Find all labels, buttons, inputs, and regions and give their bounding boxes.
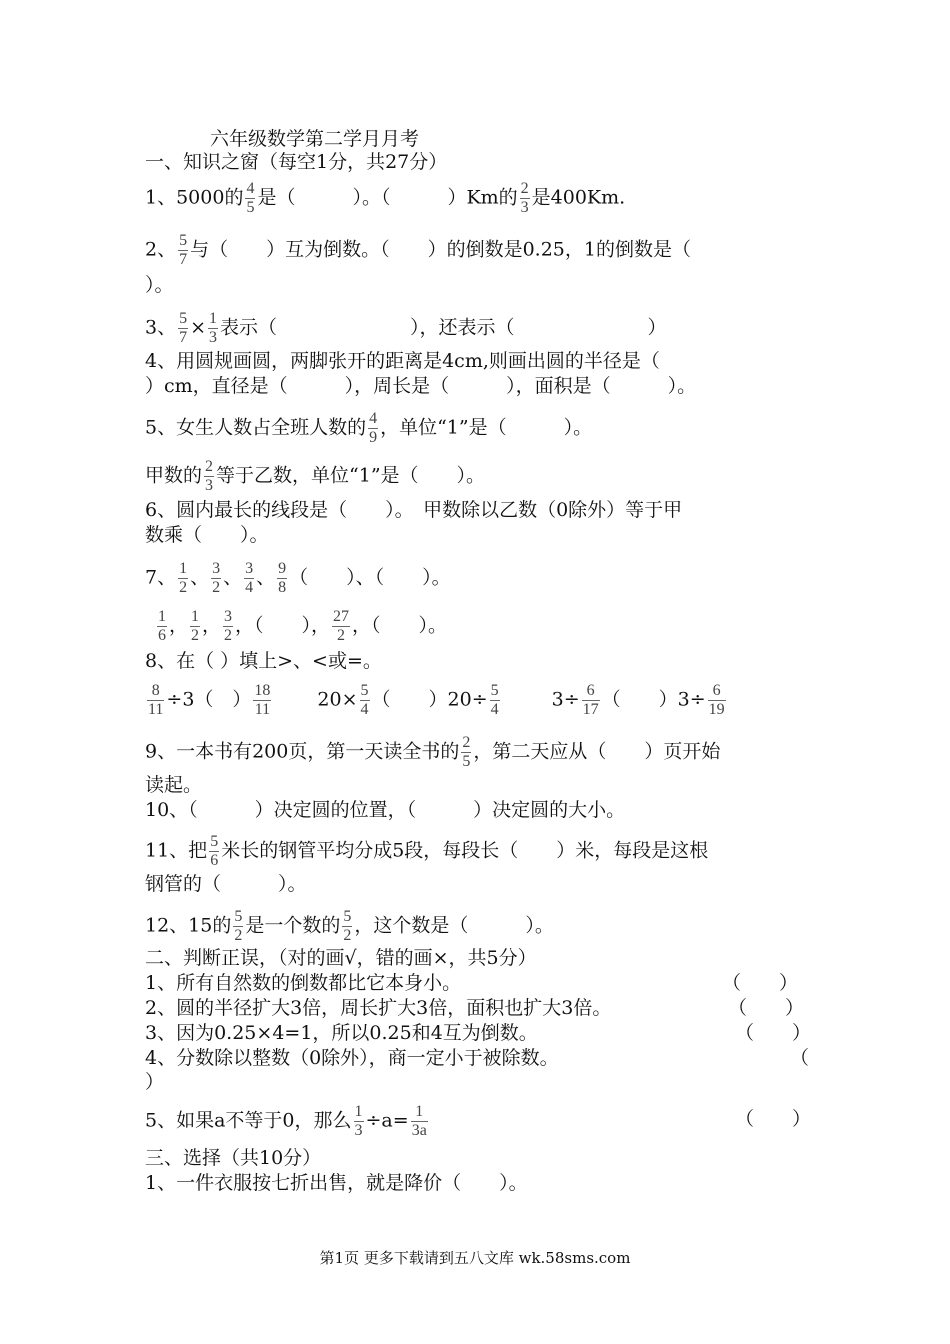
judge-item-4: 4、分数除以整数（0除外），商一定小于被除数。 xyxy=(145,1047,559,1069)
fraction: $\frac{9}{8}$ xyxy=(278,560,287,596)
judge-answer-4-open[interactable]: （ xyxy=(790,1047,810,1069)
fraction: $\frac{18}{11}$ xyxy=(254,682,271,718)
question-9: 9、一本书有200页，第一天读全书的 $\frac{2}{5}$ ，第二天应从（ ）页开始 xyxy=(145,734,721,770)
fraction: $\frac{2}{3}$ xyxy=(520,180,529,216)
fraction: $\frac{5}{4}$ xyxy=(360,682,369,718)
fraction: $\frac{5}{2}$ xyxy=(343,908,352,944)
judge-answer-2[interactable]: （ ） xyxy=(728,997,805,1019)
fraction: $\frac{1}{2}$ xyxy=(179,560,188,596)
section-3-heading: 三、选择（共10分） xyxy=(145,1147,322,1169)
choice-question-1: 1、一件衣服按七折出售，就是降价（ ）。 xyxy=(145,1172,528,1194)
fraction: $\frac{1}{3}$ xyxy=(209,310,218,346)
judge-answer-3[interactable]: （ ） xyxy=(735,1022,812,1044)
fraction: $\frac{5}{2}$ xyxy=(234,908,243,944)
question-10: 10、（ ）决定圆的位置，（ ）决定圆的大小。 xyxy=(145,799,626,821)
page-footer: 第1页 更多下载请到五八文库 wk.58sms.com xyxy=(319,1249,631,1267)
question-5: 5、女生人数占全班人数的 $\frac{4}{9}$ ，单位“1”是（ ）。 xyxy=(145,410,593,446)
fraction: $\frac{5}{7}$ xyxy=(179,232,188,268)
question-6-continued: 数乘（ ）。 xyxy=(145,524,269,546)
question-2: 2、 $\frac{5}{7}$ 与（ ）互为倒数。（ ）的倒数是0.25，1的倒数是（ xyxy=(145,232,691,268)
judge-item-2: 2、圆的半径扩大3倍，周长扩大3倍，面积也扩大3倍。 xyxy=(145,997,612,1019)
fraction: $\frac{3}{2}$ xyxy=(224,608,233,644)
fraction: $\frac{2}{3}$ xyxy=(205,458,214,494)
question-11: 11、把 $\frac{5}{6}$ 米长的钢管平均分成5段，每段长（ ）米，每段是这根 xyxy=(145,833,709,869)
question-4-continued: ）cm，直径是（ ），周长是（ ），面积是（ ）。 xyxy=(145,375,697,397)
fraction: $\frac{1}{2}$ xyxy=(191,608,200,644)
fraction: $\frac{2}{5}$ xyxy=(462,734,471,770)
section-1-heading: 一、知识之窗（每空1分，共27分） xyxy=(145,151,448,173)
judge-answer-1[interactable]: （ ） xyxy=(722,972,799,994)
question-5-part-b: 甲数的 $\frac{2}{3}$ 等于乙数，单位“1”是（ ）。 xyxy=(145,458,486,494)
question-11-continued: 钢管的（ ）。 xyxy=(145,873,307,895)
fraction: $\frac{27}{2}$ xyxy=(333,608,350,644)
question-7-part-b: $\frac{1}{6}$ ， $\frac{1}{2}$ ， $\frac{3}{2}$ ，（ ）， $\frac{27}{2}$ ，（ ）。 xyxy=(158,608,448,644)
fraction: $\frac{4}{9}$ xyxy=(369,410,378,446)
question-6: 6、圆内最长的线段是（ ）。 甲数除以乙数（0除外）等于甲 xyxy=(145,499,683,521)
fraction: $\frac{1}{3}$ xyxy=(354,1103,363,1139)
fraction: $\frac{5}{6}$ xyxy=(210,833,219,869)
judge-answer-4-close[interactable]: ） xyxy=(145,1071,165,1093)
fraction: $\frac{1}{6}$ xyxy=(158,608,166,644)
fraction: $\frac{6}{17}$ xyxy=(582,682,599,718)
section-2-heading: 二、判断正误，（对的画√，错的画×，共5分） xyxy=(145,947,537,969)
question-8: 8、在（ ）填上>、<或=。 xyxy=(145,650,382,672)
question-7: 7、 $\frac{1}{2}$ 、 $\frac{3}{2}$ 、 $\frac{3}{4}$ 、 $\frac{9}{8}$ （ ）、（ ）。 xyxy=(145,560,451,596)
judge-item-1: 1、所有自然数的倒数都比它本身小。 xyxy=(145,972,462,994)
fraction: $\frac{3}{4}$ xyxy=(245,560,254,596)
fraction: $\frac{5}{7}$ xyxy=(179,310,188,346)
question-2-continued: ）。 xyxy=(145,274,174,296)
question-3: 3、 $\frac{5}{7}$ × $\frac{1}{3}$ 表示（ ），还表示（ ） xyxy=(145,310,667,346)
question-8-part-b: $\frac{8}{11}$ ÷3（ ） $\frac{18}{11}$ 20× $\frac{5}{4}$ （ ）20÷ $\frac{5}{4}$ 3÷ $\frac{6}{17}$ （ ）3÷ $\frac{6}{19}$ xyxy=(148,682,725,718)
question-9-continued: 读起。 xyxy=(145,774,203,796)
judge-item-5: 5、如果a不等于0，那么 $\frac{1}{3}$ ÷a= $\frac{1}{3a}$ xyxy=(145,1103,427,1139)
fraction: $\frac{4}{5}$ xyxy=(246,180,255,216)
fraction: $\frac{5}{4}$ xyxy=(490,682,499,718)
judge-item-3: 3、因为0.25×4=1，所以0.25和4互为倒数。 xyxy=(145,1022,538,1044)
question-12: 12、15的 $\frac{5}{2}$ 是一个数的 $\frac{5}{2}$ ，这个数是（ ）。 xyxy=(145,908,554,944)
judge-answer-5[interactable]: （ ） xyxy=(735,1108,812,1130)
fraction: $\frac{6}{19}$ xyxy=(708,682,725,718)
fraction: $\frac{3}{2}$ xyxy=(212,560,221,596)
page-title: 六年级数学第二学月月考 xyxy=(210,128,420,150)
question-1: 1、5000的 $\frac{4}{5}$ 是（ ）。（ ）Km的 $\frac{2}{3}$ 是400Km. xyxy=(145,180,626,216)
fraction: $\frac{1}{3a}$ xyxy=(411,1103,427,1139)
question-4: 4、用圆规画圆，两脚张开的距离是4cm,则画出圆的半径是（ xyxy=(145,350,660,372)
fraction: $\frac{8}{11}$ xyxy=(148,682,164,718)
